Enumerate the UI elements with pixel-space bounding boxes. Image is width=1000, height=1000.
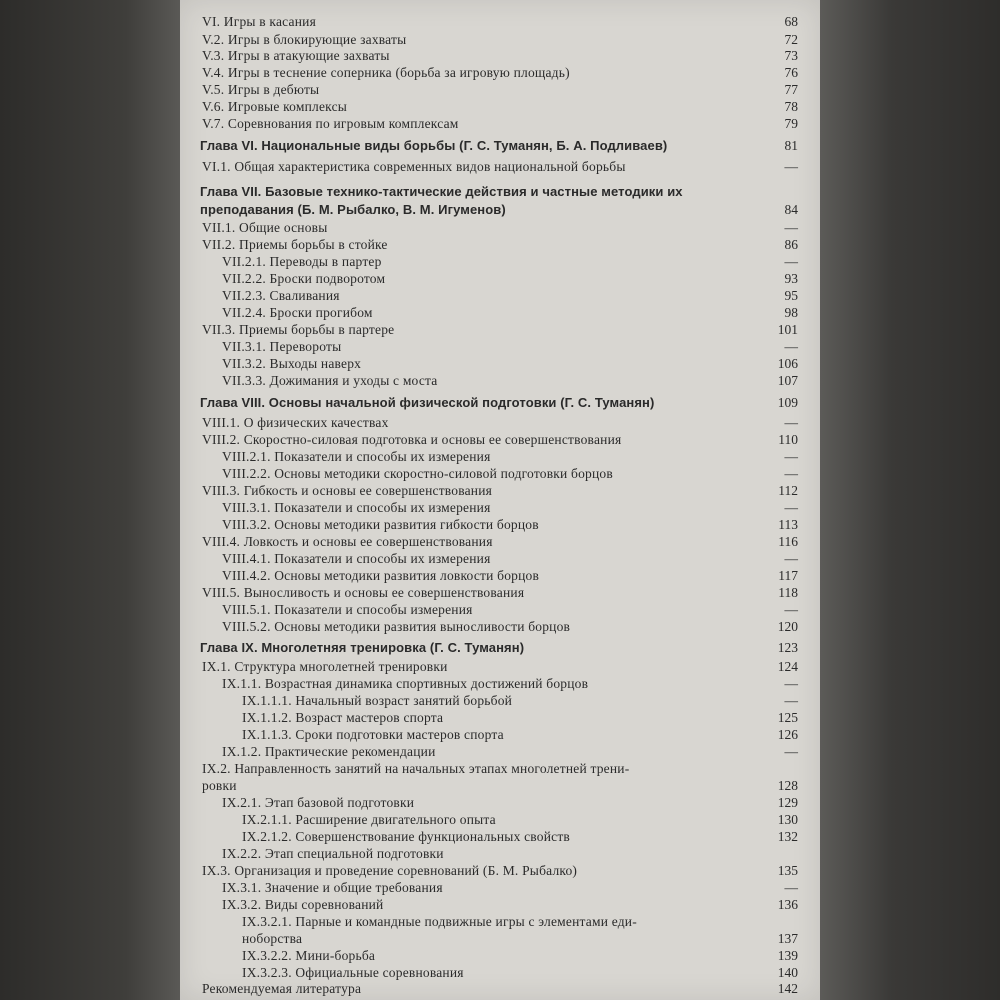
toc-entry-title: VII.3.2. Выходы наверх xyxy=(222,356,362,371)
toc-entry-title: ноборства xyxy=(242,931,303,946)
toc-entry-title: VI. Игры в касания xyxy=(202,14,316,29)
toc-entry-page: — xyxy=(784,880,798,895)
toc-entry xyxy=(180,98,820,116)
chapter-heading xyxy=(180,201,820,219)
chapter-title: преподавания (Б. М. Рыбалко, В. М. Игуменов) xyxy=(200,202,506,217)
toc-entry-page: — xyxy=(784,602,798,617)
toc-entry-page: 120 xyxy=(777,619,798,634)
toc-entry xyxy=(180,658,820,676)
toc-entry-title: V.3. Игры в атакующие захваты xyxy=(202,48,390,63)
toc-entry-page: 86 xyxy=(784,237,798,252)
toc-entry-page: — xyxy=(784,415,798,430)
toc-entry-page: 132 xyxy=(777,829,798,844)
toc-entry-title: V.5. Игры в дебюты xyxy=(202,82,320,97)
toc-entry xyxy=(180,81,820,99)
toc-entry xyxy=(180,760,820,778)
toc-entry-page: — xyxy=(784,693,798,708)
toc-entry-page: 95 xyxy=(784,288,798,303)
toc-entry-page: 109 xyxy=(777,395,798,410)
toc-entry-page: — xyxy=(784,466,798,481)
toc-entry-page: 106 xyxy=(777,356,798,371)
toc-entry xyxy=(180,115,820,133)
toc-entry-title: VII.2.3. Сваливания xyxy=(222,288,340,303)
chapter-heading xyxy=(180,137,820,155)
toc-entry-page: 117 xyxy=(778,568,798,583)
toc-entry-title: IX.2.2. Этап специальной подготовки xyxy=(222,846,444,861)
toc-entry xyxy=(180,618,820,636)
toc-entry-page: 72 xyxy=(784,32,798,47)
toc-entry-title: VIII.4.2. Основы методики развития ловкости борцов xyxy=(222,568,540,583)
toc-entry-title: V.6. Игровые комплексы xyxy=(202,99,348,114)
toc-entry-title: VIII.3. Гибкость и основы ее совершенствования xyxy=(202,483,493,498)
toc-entry-page: — xyxy=(784,159,798,174)
toc-entry-title: IX.2. Направленность занятий на начальных этапах многолетней трени- xyxy=(202,761,630,776)
toc-entry-title: IX.1.2. Практические рекомендации xyxy=(222,744,436,759)
toc-entry-page: 142 xyxy=(777,981,798,996)
toc-entry-page: 124 xyxy=(777,659,798,674)
toc-entry-page: — xyxy=(784,744,798,759)
toc-entry xyxy=(180,465,820,483)
toc-entry xyxy=(180,692,820,710)
toc-entry-title: VIII.3.2. Основы методики развития гибкости борцов xyxy=(222,517,539,532)
toc-entry xyxy=(180,601,820,619)
toc-entry-title: IX.3.2.1. Парные и командные подвижные игры с элементами еди- xyxy=(242,914,637,929)
toc-entry-title: VIII.2.2. Основы методики скоростно-силовой подготовки борцов xyxy=(222,466,613,481)
toc-entry xyxy=(180,947,820,965)
toc-entry-title: IX.3.2.2. Мини-борьба xyxy=(242,948,376,963)
toc-entry-title: VIII.5. Выносливость и основы ее совершенствования xyxy=(202,585,525,600)
toc-entry xyxy=(180,64,820,82)
toc-entry xyxy=(180,980,820,998)
toc-entry-page: 140 xyxy=(777,965,798,980)
toc-entry xyxy=(180,828,820,846)
toc-entry xyxy=(180,930,820,948)
toc-entry-page: — xyxy=(784,676,798,691)
toc-entry xyxy=(180,372,820,390)
toc-entry xyxy=(180,338,820,356)
chapter-heading xyxy=(180,394,820,412)
toc-entry-title: VIII.1. О физических качествах xyxy=(202,415,389,430)
toc-entry-title: IX.1.1.2. Возраст мастеров спорта xyxy=(242,710,444,725)
toc-entry-title: IX.2.1.1. Расширение двигательного опыта xyxy=(242,812,496,827)
toc-entry-page: 139 xyxy=(777,948,798,963)
toc-entry xyxy=(180,794,820,812)
toc-entry xyxy=(180,219,820,237)
toc-entry-page: 135 xyxy=(777,863,798,878)
toc-entry xyxy=(180,896,820,914)
toc-entry xyxy=(180,13,820,31)
toc-entry-title: VII.1. Общие основы xyxy=(202,220,328,235)
toc-entry-page: 101 xyxy=(777,322,798,337)
toc-entry-title: VIII.5.2. Основы методики развития выносливости борцов xyxy=(222,619,571,634)
toc-entry-page: — xyxy=(784,551,798,566)
toc-entry-title: VIII.2. Скоростно-силовая подготовка и основы ее совершенствования xyxy=(202,432,622,447)
chapter-title: Глава VIII. Основы начальной физической подготовки (Г. С. Туманян) xyxy=(200,395,655,410)
toc-entry-page: 112 xyxy=(778,483,798,498)
toc-entry xyxy=(180,533,820,551)
toc-entry-title: ровки xyxy=(202,778,237,793)
toc-entry-title: VII.3.1. Перевороты xyxy=(222,339,342,354)
toc-entry-title: VII.2.4. Броски прогибом xyxy=(222,305,373,320)
toc-entry-page: 110 xyxy=(778,432,798,447)
toc-entry-page: 77 xyxy=(784,82,798,97)
toc-entry-page: 125 xyxy=(777,710,798,725)
toc-entry xyxy=(180,321,820,339)
toc-entry-title: VII.2.1. Переводы в партер xyxy=(222,254,382,269)
toc-entry xyxy=(180,845,820,863)
toc-entry-title: VIII.4. Ловкость и основы ее совершенствования xyxy=(202,534,493,549)
toc-entry-title: IX.2.1. Этап базовой подготовки xyxy=(222,795,415,810)
toc-entry xyxy=(180,287,820,305)
toc-entry xyxy=(180,414,820,432)
toc-entry xyxy=(180,862,820,880)
toc-entry-title: IX.3.2. Виды соревнований xyxy=(222,897,384,912)
toc-entry-title: VII.2. Приемы борьбы в стойке xyxy=(202,237,388,252)
toc-entry-page: 98 xyxy=(784,305,798,320)
chapter-heading xyxy=(180,639,820,657)
toc-entry-title: Рекомендуемая литература xyxy=(202,981,362,996)
toc-entry-page: 76 xyxy=(784,65,798,80)
toc-entry-title: IX.3. Организация и проведение соревнований (Б. М. Рыбалко) xyxy=(202,863,578,878)
toc-entry-page: 93 xyxy=(784,271,798,286)
toc-entry xyxy=(180,355,820,373)
toc-entry-page: 126 xyxy=(777,727,798,742)
chapter-title: Глава IX. Многолетняя тренировка (Г. С. Туманян) xyxy=(200,640,525,655)
toc-entry-title: VII.3. Приемы борьбы в партере xyxy=(202,322,395,337)
toc-entry xyxy=(180,482,820,500)
toc-entry-page: 81 xyxy=(784,138,798,153)
toc-entry-title: V.2. Игры в блокирующие захваты xyxy=(202,32,407,47)
toc-entry xyxy=(180,709,820,727)
toc-entry-title: IX.1.1.3. Сроки подготовки мастеров спорта xyxy=(242,727,504,742)
toc-page xyxy=(180,0,820,1000)
chapter-heading xyxy=(180,183,820,201)
toc-entry-title: IX.3.2.3. Официальные соревнования xyxy=(242,965,464,980)
toc-entry xyxy=(180,675,820,693)
toc-entry-page: 116 xyxy=(778,534,798,549)
toc-entry-page: 68 xyxy=(784,14,798,29)
toc-entry-title: VII.2.2. Броски подворотом xyxy=(222,271,386,286)
chapter-title: Глава VI. Национальные виды борьбы (Г. С. Туманян, Б. А. Подливаев) xyxy=(200,138,668,153)
chapter-title: Глава VII. Базовые технико-тактические действия и частные методики их xyxy=(200,184,683,199)
toc-entry-page: 84 xyxy=(784,202,798,217)
toc-entry xyxy=(180,236,820,254)
toc-entry xyxy=(180,270,820,288)
toc-entry-page: — xyxy=(784,500,798,515)
toc-entry-page: 78 xyxy=(784,99,798,114)
toc-entry xyxy=(180,913,820,931)
toc-entry-title: VII.3.3. Дожимания и уходы с моста xyxy=(222,373,438,388)
toc-entry xyxy=(180,550,820,568)
toc-entry xyxy=(180,777,820,795)
toc-entry xyxy=(180,726,820,744)
toc-entry xyxy=(180,743,820,761)
toc-entry xyxy=(180,448,820,466)
toc-entry-title: VIII.3.1. Показатели и способы их измерения xyxy=(222,500,491,515)
book-edge-shadow-right xyxy=(820,0,1000,1000)
toc-entry xyxy=(180,431,820,449)
toc-entry-page: — xyxy=(784,254,798,269)
toc-entry-title: IX.3.1. Значение и общие требования xyxy=(222,880,443,895)
toc-entry xyxy=(180,158,820,176)
toc-entry-title: VIII.4.1. Показатели и способы их измерения xyxy=(222,551,491,566)
toc-entry-title: VIII.2.1. Показатели и способы их измерения xyxy=(222,449,491,464)
toc-entry-page: 73 xyxy=(784,48,798,63)
toc-entry xyxy=(180,584,820,602)
toc-entry-page: 79 xyxy=(784,116,798,131)
toc-entry-page: 123 xyxy=(777,640,798,655)
toc-entry xyxy=(180,567,820,585)
toc-entry-page: 118 xyxy=(778,585,798,600)
toc-entry-title: IX.1. Структура многолетней тренировки xyxy=(202,659,448,674)
toc-entry-page: 130 xyxy=(777,812,798,827)
toc-entry-title: IX.1.1.1. Начальный возраст занятий борьбой xyxy=(242,693,513,708)
toc-entry-page: 113 xyxy=(778,517,798,532)
toc-entry xyxy=(180,516,820,534)
toc-entry-title: VI.1. Общая характеристика современных видов национальной борьбы xyxy=(202,159,626,174)
toc-entry xyxy=(180,304,820,322)
toc-entry xyxy=(180,47,820,65)
toc-entry-page: 136 xyxy=(777,897,798,912)
toc-entry-title: IX.1.1. Возрастная динамика спортивных достижений борцов xyxy=(222,676,589,691)
toc-entry xyxy=(180,253,820,271)
toc-entry-page: 128 xyxy=(777,778,798,793)
toc-entry-title: V.4. Игры в теснение соперника (борьба за игровую площадь) xyxy=(202,65,570,80)
toc-entry-title: IX.2.1.2. Совершенствование функциональных свойств xyxy=(242,829,571,844)
toc-entry xyxy=(180,499,820,517)
toc-entry xyxy=(180,811,820,829)
toc-entry-page: — xyxy=(784,220,798,235)
toc-entry-page: — xyxy=(784,449,798,464)
toc-entry xyxy=(180,879,820,897)
toc-entry-title: VIII.5.1. Показатели и способы измерения xyxy=(222,602,473,617)
toc-entry-title: V.7. Соревнования по игровым комплексам xyxy=(202,116,459,131)
toc-entry-page: 129 xyxy=(777,795,798,810)
toc-entry-page: — xyxy=(784,339,798,354)
book-spine-shadow-left xyxy=(0,0,180,1000)
toc-entry-page: 107 xyxy=(777,373,798,388)
toc-entry-page: 137 xyxy=(777,931,798,946)
